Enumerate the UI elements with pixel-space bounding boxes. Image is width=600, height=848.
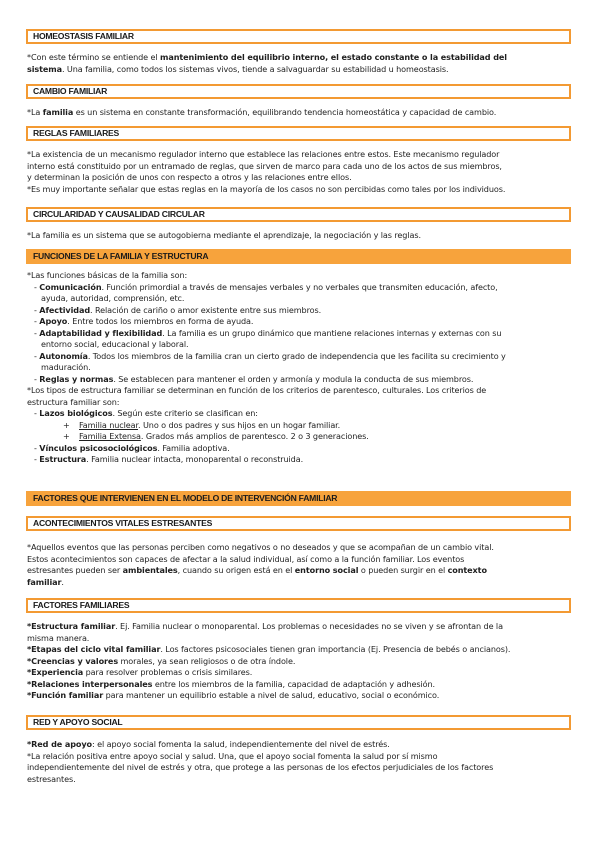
red-apoyo-text <box>27 739 577 785</box>
list-item: - Comunicación. Función primordial a través de mensajes verbales y no verbales que transmiten educación, afecto, <box>34 281 498 292</box>
text-line: estructura familiar son: <box>27 396 120 407</box>
list-item: - Vínculos psicosociológicos. Familia adoptiva. <box>34 442 230 453</box>
list-item: - Estructura. Familia nuclear intacta, monoparental o reconstruida. <box>34 454 304 464</box>
section-header-factores-intervienen: FACTORES QUE INTERVIENEN EN EL MODELO DE INTERVENCIÓN FAMILIAR <box>26 491 571 506</box>
plus-bullet-icon: + <box>63 419 70 430</box>
text-line: *La relación positiva entre apoyo social y salud. Una, que el apoyo social fomenta la salud por sí mismo <box>27 750 438 761</box>
text-line: *La familia es un sistema en constante transformación, equilibrando tendencia homeostática y capacidad de cambio. <box>27 107 497 117</box>
list-item-cont: maduración. <box>41 362 91 372</box>
text-line: independientemente del nivel de estrés y otra, que protege a las personas de los efectos perjudiciales de los factores <box>27 762 494 772</box>
text-line: *La familia es un sistema que se autogobierna mediante el aprendizaje, la negociación y las reglas. <box>27 230 421 240</box>
homeostasis-text <box>27 52 577 75</box>
factores-familiares-text <box>27 621 577 702</box>
text-line: *Es muy importante señalar que estas reglas en la mayoría de los casos no son percibidas como tales por los individuos. <box>27 183 506 194</box>
text-line: Estos acontecimientos son capaces de afectar a la salud individual, así como a la función familiar. Los eventos <box>27 553 465 564</box>
list-item: *Creencias y valores morales, ya sean religiosos o de otra índole. <box>27 655 296 666</box>
sub-list-item: + Familia Extensa. Grados más amplios de parentesco. 2 o 3 generaciones. <box>27 431 577 443</box>
section-header-cambio: CAMBIO FAMILIAR <box>26 84 571 99</box>
section-header-factores-familiares: FACTORES FAMILIARES <box>26 598 571 613</box>
list-item: *Función familiar para mantener un equilibrio estable a nivel de salud, educativo, social o económico. <box>27 690 440 700</box>
list-item: *Estructura familiar. Ej. Familia nuclear o monoparental. Los problemas o necesidades no se viven y se afrontan de la <box>27 621 503 631</box>
text-line: y determinan la posición de unos con respecto a otros y las relaciones entre ellos. <box>27 172 352 182</box>
list-item: - Apoyo. Entre todos los miembros en forma de ayuda. <box>34 316 254 326</box>
acontecimientos-text <box>27 542 577 588</box>
list-item: *Experiencia para resolver problemas o crisis similares. <box>27 667 253 677</box>
list-item-cont: misma manera. <box>27 632 90 643</box>
section-header-homeostasis: HOMEOSTASIS FAMILIAR <box>26 29 571 44</box>
list-item: *Etapas del ciclo vital familiar. Los factores psicosociales tienen gran importancia (Ej. Presencia de bebés o ancianos). <box>27 644 511 654</box>
list-item-cont: entorno social, educacional y laboral. <box>41 339 189 349</box>
text-line: estresantes pueden ser ambientales, cuando su origen está en el entorno social o pueden surgir en el contexto <box>27 565 487 575</box>
text-line: *Aquellos eventos que las personas perciben como negativos o no deseados y que se acompañan de un cambio vital. <box>27 542 494 552</box>
reglas-text <box>27 149 577 195</box>
section-header-acontecimientos: ACONTECIMIENTOS VITALES ESTRESANTES <box>26 516 571 531</box>
list-item: - Afectividad. Relación de cariño o amor existente entre sus miembros. <box>34 304 322 315</box>
list-item: - Lazos biológicos. Según este criterio se clasifican en: <box>34 408 258 418</box>
section-header-reglas: REGLAS FAMILIARES <box>26 126 571 141</box>
list-item: - Autonomía. Todos los miembros de la familia cran un cierto grado de independencia que les facilita su crecimiento y <box>34 350 506 361</box>
list-item: - Reglas y normas. Se establecen para mantener el orden y armonía y modula la conducta de sus miembros. <box>34 373 474 384</box>
sub-list-item: + Familia nuclear. Uno o dos padres y sus hijos en un hogar familiar. <box>27 420 577 432</box>
text-line: *Con este término se entiende el mantenimiento del equilibrio interno, el estado constante o la estabilidad del <box>27 52 507 62</box>
text-line: sistema. Una familia, como todos los sistemas vivos, tiende a salvaguardar su estabilidad u homeostasis. <box>27 63 449 74</box>
section-header-circularidad: CIRCULARIDAD Y CAUSALIDAD CIRCULAR <box>26 207 571 222</box>
list-item: - Adaptabilidad y flexibilidad. La familia es un grupo dinámico que mantiene relaciones internas y externas con su <box>34 327 502 338</box>
text-line: *Las funciones básicas de la familia son: <box>27 270 188 280</box>
funciones-text <box>27 270 577 466</box>
text-line: interno está constituido por un entramado de reglas, que sirven de marco para cada uno de los actos de sus miembros, <box>27 160 502 171</box>
cambio-text <box>27 107 577 119</box>
list-item: *Red de apoyo: el apoyo social fomenta la salud, independientemente del nivel de estrés. <box>27 739 390 749</box>
section-header-funciones: FUNCIONES DE LA FAMILIA Y ESTRUCTURA <box>26 249 571 264</box>
circularidad-text <box>27 230 577 242</box>
text-line: estresantes. <box>27 773 76 784</box>
list-item: *Relaciones interpersonales entre los miembros de la familia, capacidad de adaptación y adhesión. <box>27 678 436 689</box>
list-item-cont: ayuda, autoridad, comprensión, etc. <box>41 293 185 303</box>
text-line: *Los tipos de estructura familiar se determinan en función de los criterios de parentesco, culturales. Los criterios de <box>27 385 487 395</box>
plus-bullet-icon: + <box>63 431 70 441</box>
section-header-red-apoyo: RED Y APOYO SOCIAL <box>26 715 571 730</box>
text-line: familiar. <box>27 576 64 587</box>
text-line: *La existencia de un mecanismo regulador interno que establece las relaciones entre estos. Este mecanismo regulador <box>27 149 500 159</box>
